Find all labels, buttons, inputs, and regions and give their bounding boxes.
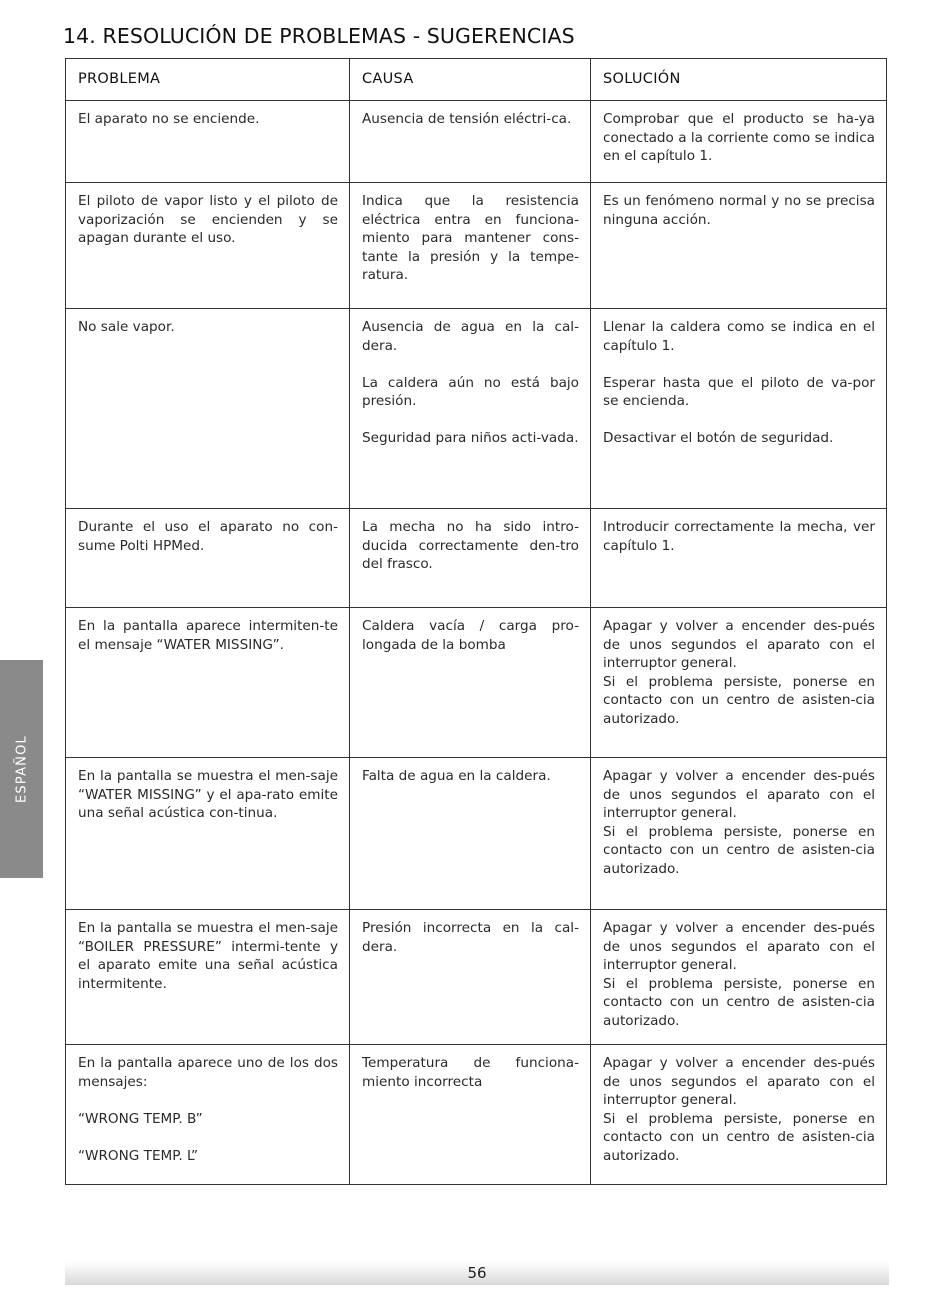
solution-text: Apagar y volver a encender des-pués de unos segundos el aparato con el interruptor general. Si el problema persiste, ponerse en contacto con un centro de asisten-cia autorizado. [603, 1055, 875, 1164]
problem-text: En la pantalla se muestra el men-saje “WATER MISSING” y el apa-rato emite una señal acústica con-tinua. [78, 768, 338, 821]
cell-solution [591, 509, 887, 608]
page-number: 56 [467, 1264, 487, 1282]
solution-text: Esperar hasta que el piloto de va-por se encienda. [603, 374, 875, 409]
problem-text: “WRONG TEMP. L” [78, 1147, 199, 1164]
cause-text: Temperatura de funciona-miento incorrecta [362, 1055, 579, 1090]
cell-solution [591, 910, 887, 1045]
cell-cause [350, 183, 591, 309]
table-body [66, 101, 887, 1185]
cause-text: Ausencia de agua en la cal-dera. [362, 319, 579, 354]
problem-text: El aparato no se enciende. [78, 111, 260, 127]
solution-text: Comprobar que el producto se ha-ya conectado a la corriente como se indica en el capítulo 1. [603, 111, 875, 164]
cell-solution [591, 101, 887, 183]
cause-text: Ausencia de tensión eléctri-ca. [362, 111, 572, 127]
problem-text: En la pantalla se muestra el men-saje “BOILER PRESSURE” intermi-tente y el aparato emite una señal acústica intermitente. [78, 920, 338, 992]
cause-text: La caldera aún no está bajo presión. [362, 374, 579, 409]
solution-text: Llenar la caldera como se indica en el capítulo 1. [603, 319, 875, 354]
table-row [66, 1045, 887, 1185]
problem-text: En la pantalla aparece uno de los dos mensajes: [78, 1055, 338, 1090]
cause-text: Indica que la resistencia eléctrica entra en funciona-miento para mantener cons-tante la presión y la tempe-ratura. [362, 193, 579, 283]
problem-text: “WRONG TEMP. B” [78, 1110, 203, 1127]
solution-text: Apagar y volver a encender des-pués de unos segundos el aparato con el interruptor general. Si el problema persiste, ponerse en contacto con un centro de asisten-cia autorizado. [603, 618, 875, 727]
troubleshooting-table [65, 58, 887, 1185]
cell-solution [591, 183, 887, 309]
cell-problem [66, 183, 350, 309]
cell-problem [66, 608, 350, 758]
footer-bar [65, 1262, 889, 1285]
cell-cause [350, 509, 591, 608]
cell-solution [591, 1045, 887, 1185]
solution-text: Apagar y volver a encender des-pués de unos segundos el aparato con el interruptor general. Si el problema persiste, ponerse en contacto con un centro de asisten-cia autorizado. [603, 768, 875, 877]
problem-text: En la pantalla aparece intermiten-te el mensaje “WATER MISSING”. [78, 618, 338, 653]
cell-cause [350, 758, 591, 910]
cell-cause [350, 309, 591, 509]
cause-text: Caldera vacía / carga pro-longada de la bomba [362, 618, 579, 653]
table-row [66, 309, 887, 509]
table-header-row [66, 59, 887, 101]
cause-text: Seguridad para niños acti-vada. [362, 430, 579, 446]
cell-problem [66, 910, 350, 1045]
page-title: 14. RESOLUCIÓN DE PROBLEMAS - SUGERENCIAS [63, 24, 575, 48]
cell-problem [66, 101, 350, 183]
solution-text: Introducir correctamente la mecha, ver capítulo 1. [603, 519, 875, 554]
problem-text: No sale vapor. [78, 319, 175, 335]
column-header-problem: PROBLEMA [66, 59, 350, 101]
column-header-solution: SOLUCIÓN [591, 59, 887, 101]
cell-problem [66, 758, 350, 910]
table-row [66, 910, 887, 1045]
table-row [66, 183, 887, 309]
cell-solution [591, 758, 887, 910]
column-header-cause: CAUSA [350, 59, 591, 101]
solution-text: Apagar y volver a encender des-pués de unos segundos el aparato con el interruptor general. Si el problema persiste, ponerse en contacto con un centro de asisten-cia autorizado. [603, 920, 875, 1029]
cell-problem [66, 309, 350, 509]
problem-text: El piloto de vapor listo y el piloto de vaporización se encienden y se apagan durante el uso. [78, 193, 338, 246]
cell-cause [350, 608, 591, 758]
cell-problem [66, 1045, 350, 1185]
cell-cause [350, 101, 591, 183]
cell-cause [350, 1045, 591, 1185]
table-row [66, 509, 887, 608]
cause-text: Presión incorrecta en la cal-dera. [362, 920, 579, 955]
cause-text: La mecha no ha sido intro-ducida correctamente den-tro del frasco. [362, 519, 579, 572]
cell-solution [591, 309, 887, 509]
cell-cause [350, 910, 591, 1045]
solution-text: Es un fenómeno normal y no se precisa ninguna acción. [603, 193, 875, 228]
table-row [66, 608, 887, 758]
solution-text: Desactivar el botón de seguridad. [603, 430, 834, 446]
problem-text: Durante el uso el aparato no con-sume Polti HPMed. [78, 519, 338, 554]
cell-problem [66, 509, 350, 608]
table-row [66, 101, 887, 183]
language-side-tab [0, 660, 43, 878]
table-row [66, 758, 887, 910]
language-label: ESPAÑOL [14, 735, 29, 803]
cell-solution [591, 608, 887, 758]
cause-text: Falta de agua en la caldera. [362, 768, 551, 784]
